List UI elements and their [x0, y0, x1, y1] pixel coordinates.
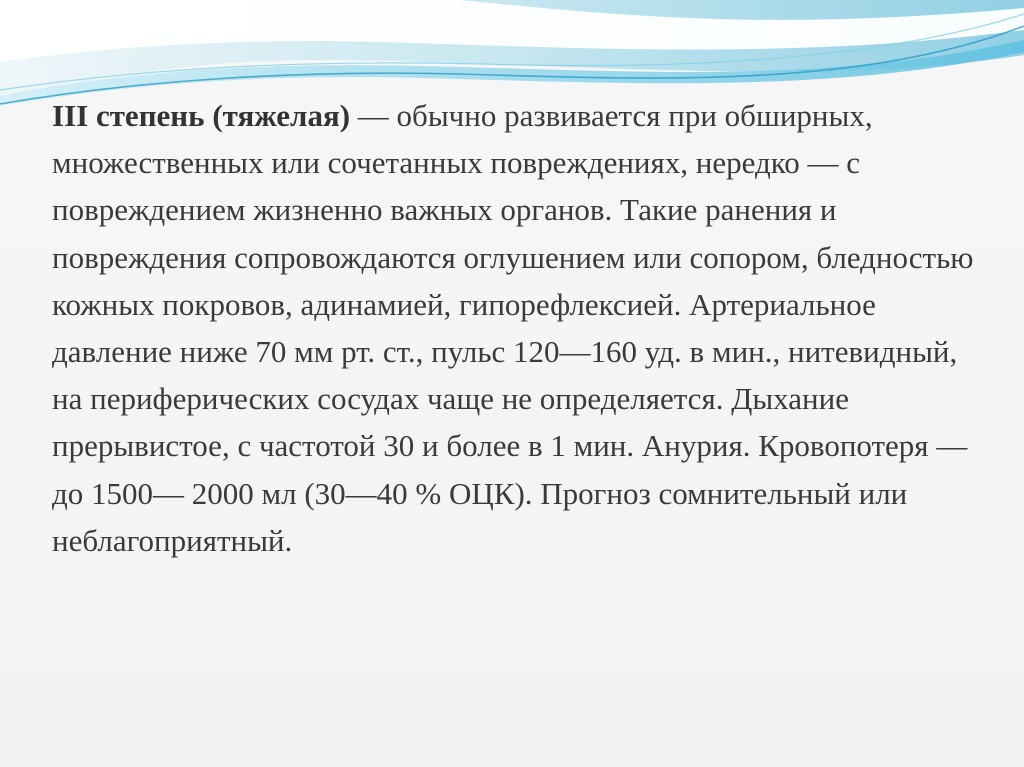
slide-body-text	[52, 92, 992, 564]
severity-heading: III степень (тяжелая)	[52, 98, 351, 133]
severity-description: — обычно развивается при обширных, множественных или сочетанных повреждениях, нередко — с повреждением жизненно важных органов. Такие ранения и повреждения сопровождаются оглушением или сопором, бледностью кожных покровов, адинамией, гипорефлексией. Артериальное давление ниже 70 мм рт. ст., пульс 120—160 уд. в мин., нитевидный, на периферических сосудах чаще не определяется. Дыхание прерывистое, с частотой 30 и более в 1 мин. Анурия. Кровопотеря — до 1500— 2000 мл (30—40 % ОЦК). Прогноз сомнительный или неблагоприятный.	[52, 98, 974, 558]
